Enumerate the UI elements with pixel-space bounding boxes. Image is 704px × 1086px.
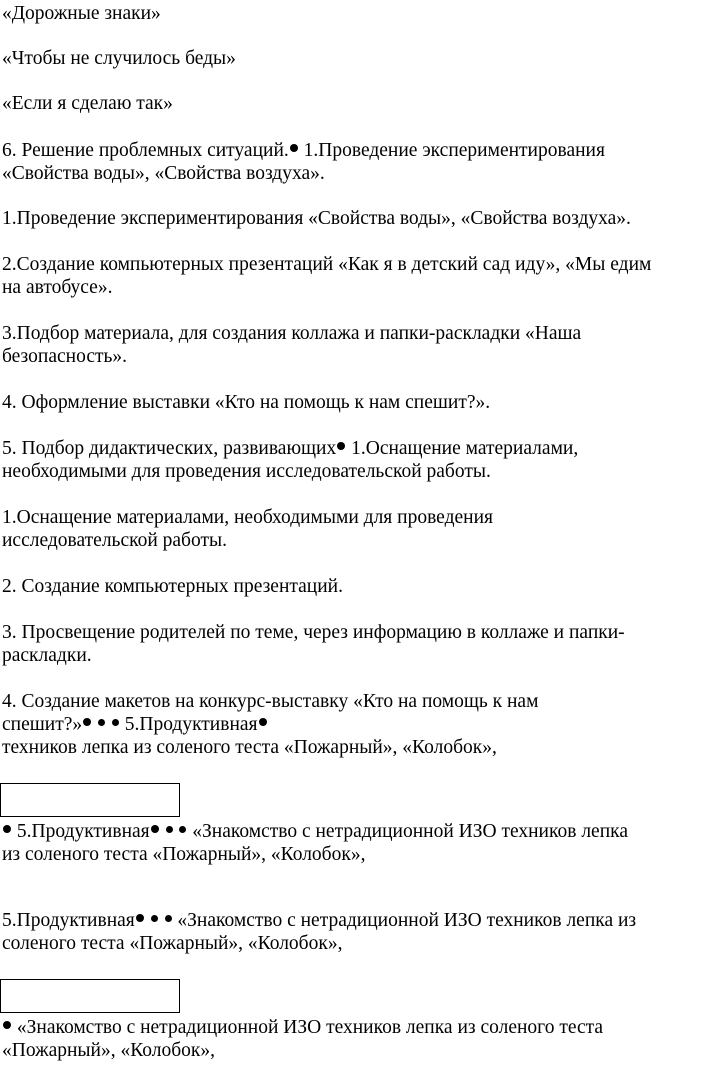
paragraph-parent-education (2, 621, 704, 667)
paragraph-computer-presentations (2, 575, 704, 598)
text-segment: 1.Оснащение материалами, (346, 438, 579, 459)
bullet-icon (290, 144, 298, 152)
bullet-icon (83, 718, 91, 726)
bullet-icon (179, 826, 186, 833)
paragraph-collage-material (2, 322, 704, 368)
text-line: 4. Оформление выставки «Кто на помощь к нам спешит?». (2, 392, 491, 413)
text-line: безопасность». (2, 346, 128, 367)
bullet-icon (151, 825, 159, 833)
text-segment: 6. Решение проблемных ситуаций. (2, 140, 289, 161)
empty-frame-box (0, 783, 180, 817)
text-line: раскладки. (2, 645, 92, 666)
paragraph-model-contest (2, 690, 704, 759)
bullet-icon (98, 719, 105, 726)
bullet-icon (3, 1021, 11, 1029)
paragraph-equipping-materials (2, 506, 704, 552)
text-segment: «Знакомство с нетрадиционной ИЗО техников лепка (187, 821, 628, 842)
text-line: исследовательской работы. (2, 530, 227, 551)
text-line (2, 713, 704, 736)
text-line: 3.Подбор материала, для создания коллажа и папки-раскладки «Наша (2, 323, 582, 344)
text-line (2, 139, 704, 162)
paragraph-productive-2 (2, 909, 704, 955)
paragraph-road-signs (2, 2, 704, 25)
text-line: техников лепка из соленого теста «Пожарный», «Колобок», (2, 737, 497, 758)
text-segment: 5.Продуктивная (119, 714, 258, 735)
bullet-icon (165, 915, 172, 922)
text-line (2, 437, 704, 460)
text-line: на автобусе». (2, 277, 113, 298)
bullet-icon (136, 914, 144, 922)
bullet-icon (151, 915, 158, 922)
text-line: 1.Проведение экспериментирования «Свойства воды», «Свойства воздуха». (2, 208, 631, 229)
empty-frame-box (0, 979, 180, 1013)
paragraph-nontraditional-art (2, 1016, 704, 1062)
text-line: необходимыми для проведения исследовательской работы. (2, 461, 491, 482)
paragraph-exhibition (2, 391, 704, 414)
text-line: «Дорожные знаки» (2, 3, 161, 24)
text-line: 2.Создание компьютерных презентаций «Как я в детский сад иду», «Мы едим (2, 254, 652, 275)
text-line: 4. Создание макетов на конкурс-выставку «Кто на помощь к нам (2, 691, 539, 712)
paragraph-problem-situations (2, 139, 704, 185)
text-line: соленого теста «Пожарный», «Колобок», (2, 933, 343, 954)
paragraph-productive-1 (2, 820, 704, 866)
text-line: «Если я сделаю так» (2, 93, 173, 114)
text-segment: «Знакомство с нетрадиционной ИЗО техников лепка из соленого теста (12, 1017, 604, 1038)
text-line: «Свойства воды», «Свойства воздуха». (2, 163, 325, 184)
text-line: 1.Оснащение материалами, необходимыми для проведения (2, 507, 493, 528)
text-segment: 5.Продуктивная (2, 910, 135, 931)
bullet-icon (337, 442, 345, 450)
text-line (2, 820, 704, 843)
bullet-icon (112, 719, 119, 726)
text-segment: 1.Проведение экспериментирования (298, 140, 605, 161)
paragraph-experimentation (2, 207, 704, 230)
text-line: 2. Создание компьютерных презентаций. (2, 576, 343, 597)
text-line: из соленого теста «Пожарный», «Колобок», (2, 844, 366, 865)
text-line: «Пожарный», «Колобок», (2, 1040, 215, 1061)
paragraph-if-i-do (2, 92, 704, 115)
text-line: «Чтобы не случилось беды» (2, 48, 236, 69)
text-segment: спешит?» (2, 714, 83, 735)
paragraph-didactic-selection (2, 437, 704, 483)
text-segment: 5. Подбор дидактических, развивающих (2, 438, 337, 459)
text-line (2, 909, 704, 932)
paragraph-presentations (2, 253, 704, 299)
bullet-icon (166, 826, 173, 833)
text-line: 3. Просвещение родителей по теме, через информацию в коллаже и папки- (2, 622, 625, 643)
text-line (2, 1016, 704, 1039)
text-segment: 5.Продуктивная (12, 821, 150, 842)
text-segment: «Знакомство с нетрадиционной ИЗО техников лепка из (172, 910, 637, 931)
bullet-icon (3, 825, 11, 833)
paragraph-no-trouble (2, 47, 704, 70)
bullet-icon (259, 718, 267, 726)
